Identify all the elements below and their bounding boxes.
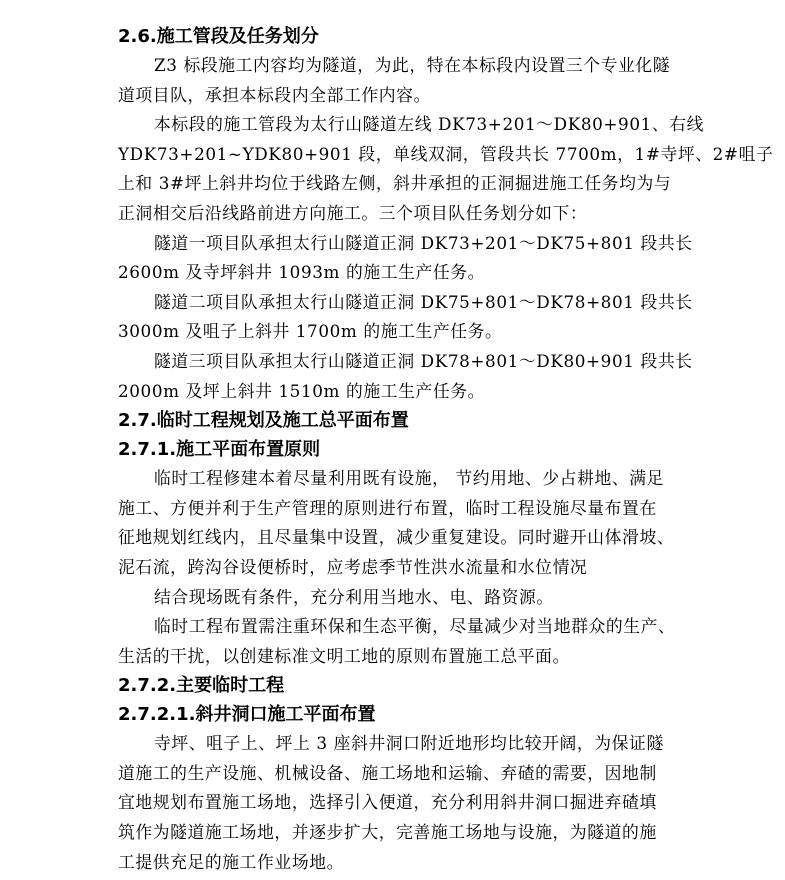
text-line: 隧道一项目队承担太行山隧道正洞 DK73+201～DK75+801 段共长 <box>154 232 693 253</box>
text-line: 本标段的施工管段为太行山隧道左线 DK73+201～DK80+901、右线 <box>154 114 705 135</box>
text-line: Z3 标段施工内容均为隧道，为此，特在本标段内设置三个专业化隧 <box>154 55 671 75</box>
document-page <box>118 22 774 877</box>
paragraph-section-scope <box>118 110 774 228</box>
text-line: 3000m 及咀子上斜井 1700m 的施工生产任务。 <box>118 321 503 342</box>
text-line: 上和 3#坪上斜井均位于线路左侧，斜井承担的正洞掘进施工任务均为与 <box>118 173 672 194</box>
text-line: 2600m 及寺坪斜井 1093m 的施工生产任务。 <box>118 262 485 283</box>
section-heading-2-6: 2.6.施工管段及任务划分 <box>118 26 319 47</box>
paragraph-team-two <box>118 288 703 347</box>
text-line: 生活的干扰，以创建标准文明工地的原则布置施工总平面。 <box>118 645 570 666</box>
text-line: 临时工程布置需注重环保和生态平衡，尽量减少对当地群众的生产、 <box>154 616 676 637</box>
paragraph-layout-principles <box>118 464 703 582</box>
text-line: 筑作为隧道施工场地，并逐步扩大，完善施工场地与设施，为隧道的施 <box>118 822 657 843</box>
paragraph-local-resources <box>118 583 703 613</box>
paragraph-inclined-shaft-layout <box>118 729 703 877</box>
text-line: 结合现场既有条件，充分利用当地水、电、路资源。 <box>154 586 554 607</box>
text-line: 隧道三项目队承担太行山隧道正洞 DK78+801～DK80+901 段共长 <box>154 350 693 371</box>
section-heading-2-7-2: 2.7.2.主要临时工程 <box>118 675 285 697</box>
paragraph-team-three <box>118 347 703 406</box>
text-line: YDK73+201~YDK80+901 段，单线双洞，管段共长 7700m，1#寺坪、2#咀子 <box>118 143 774 164</box>
text-line: 道施工的生产设施、机械设备、施工场地和运输、弃碴的需要，因地制 <box>118 762 657 783</box>
text-line: 征地规划红线内，且尽量集中设置，减少重复建设。同时避开山体滑坡、 <box>118 527 675 548</box>
section-heading-2-7-1: 2.7.1.施工平面布置原则 <box>118 439 321 461</box>
text-line: 临时工程修建本着尽量利用既有设施， 节约用地、少占耕地、满足 <box>154 468 664 489</box>
section-heading-2-7-2-1: 2.7.2.1.斜井洞口施工平面布置 <box>118 704 376 726</box>
section-heading-2-7: 2.7.临时工程规划及施工总平面布置 <box>118 410 409 432</box>
text-line: 道项目队，承担本标段内全部工作内容。 <box>118 84 431 105</box>
text-line: 泥石流，跨沟谷设便桥时，应考虑季节性洪水流量和水位情况 <box>118 556 588 577</box>
paragraph-team-one <box>118 229 703 288</box>
text-line: 隧道二项目队承担太行山隧道正洞 DK75+801～DK78+801 段共长 <box>154 291 693 312</box>
text-line: 工提供充足的施工作业场地。 <box>118 851 344 872</box>
paragraph-environment <box>118 612 703 671</box>
text-line: 宜地规划布置施工场地，选择引入便道，充分利用斜井洞口掘进弃碴填 <box>118 792 657 813</box>
text-line: 施工、方便并利于生产管理的原则进行布置，临时工程设施尽量布置在 <box>118 497 657 518</box>
text-line: 正洞相交后沿线路前进方向施工。三个项目队任务划分如下： <box>118 202 588 223</box>
paragraph-z3-intro <box>118 51 703 110</box>
text-line: 2000m 及坪上斜井 1510m 的施工生产任务。 <box>118 380 485 401</box>
text-line: 寺坪、咀子上、坪上 3 座斜井洞口附近地形均比较开阔，为保证隧 <box>154 733 664 754</box>
